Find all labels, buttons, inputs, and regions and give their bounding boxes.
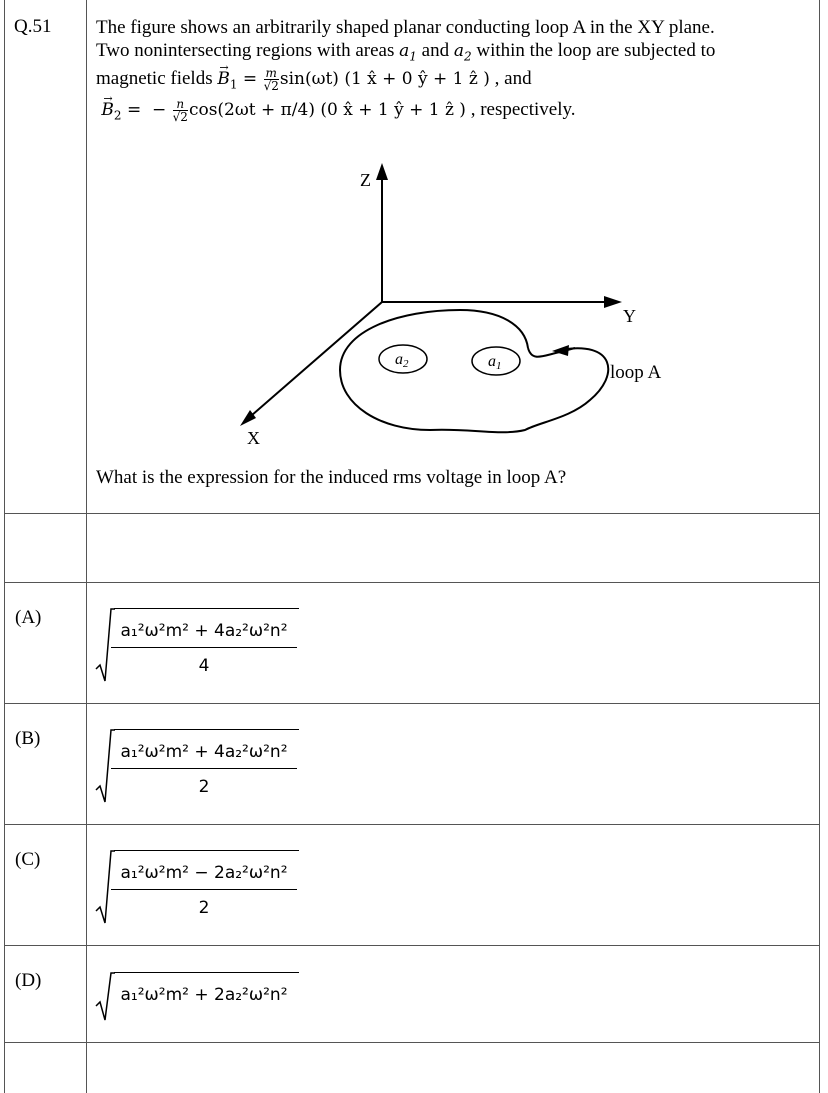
option-b-label: (B) — [15, 728, 41, 749]
y-axis-label: Y — [623, 306, 636, 326]
row-divider — [4, 945, 819, 946]
x-axis — [244, 302, 382, 422]
option-d-label: (D) — [15, 970, 42, 991]
question-prompt: What is the expression for the induced rms voltage in loop A? — [96, 467, 567, 488]
table-column-divider — [86, 0, 87, 1093]
region-a2-label: a2 — [395, 351, 409, 370]
option-a-expression[interactable] — [95, 605, 315, 685]
stem-line-2: Two nonintersecting regions with areas $a_1$ and $a_2$ within the loop are subjected to — [96, 40, 716, 64]
loop-direction-arrowhead — [552, 345, 569, 356]
question-number: Q.51 — [14, 16, 52, 37]
row-divider — [4, 1042, 819, 1043]
x-axis-label: X — [247, 428, 260, 448]
option-c-expression[interactable] — [95, 847, 315, 927]
stem-line-4: → $B_2$ = − $\frac{n}{√2}$ cos(2ωt + π/4) (0 x̂ + 1 ŷ + 1 ẑ ) , respectively. — [96, 98, 812, 123]
row-divider — [4, 582, 819, 583]
option-a-numerator: a₁²ω²m² + 4a₂²ω²n² — [120, 621, 288, 641]
stem-line-3: magnetic fields → $B_1$ = $\frac{m}{√2}$ sin(ωt) (1 x̂ + 0 ŷ + 1 ẑ ) , and — [96, 67, 812, 92]
z-axis-arrowhead — [376, 163, 388, 180]
option-b-expression[interactable] — [95, 726, 315, 806]
loop-figure — [230, 160, 680, 450]
b1-expression: sin(ωt) (1 x̂ + 0 ŷ + 1 ẑ ) — [279, 69, 490, 89]
option-a-denominator: 4 — [198, 656, 210, 676]
row-divider — [4, 824, 819, 825]
option-b-denominator: 2 — [198, 777, 210, 797]
option-c-denominator: 2 — [198, 898, 210, 918]
loop-a-outline — [340, 310, 608, 432]
z-axis-label: Z — [360, 170, 371, 190]
row-divider — [4, 703, 819, 704]
b2-expression: cos(2ωt + π/4) (0 x̂ + 1 ŷ + 1 ẑ ) — [188, 100, 466, 120]
question-stem — [96, 16, 812, 123]
option-c-numerator: a₁²ω²m² − 2a₂²ω²n² — [120, 863, 288, 883]
option-d-radicand: a₁²ω²m² + 2a₂²ω²n² — [120, 985, 288, 1005]
y-axis-arrowhead — [604, 296, 622, 308]
region-a1-label: a1 — [488, 353, 502, 372]
stem-line-1: The figure shows an arbitrarily shaped planar conducting loop A in the XY plane. — [96, 17, 715, 38]
row-divider — [4, 513, 819, 514]
table-border-right — [819, 0, 820, 1093]
option-a-label: (A) — [15, 607, 42, 628]
table-border-left — [4, 0, 5, 1093]
loop-a-label: loop A — [610, 362, 662, 383]
option-d-expression[interactable] — [95, 970, 315, 1026]
option-c-label: (C) — [15, 849, 41, 870]
option-b-numerator: a₁²ω²m² + 4a₂²ω²n² — [120, 742, 288, 762]
